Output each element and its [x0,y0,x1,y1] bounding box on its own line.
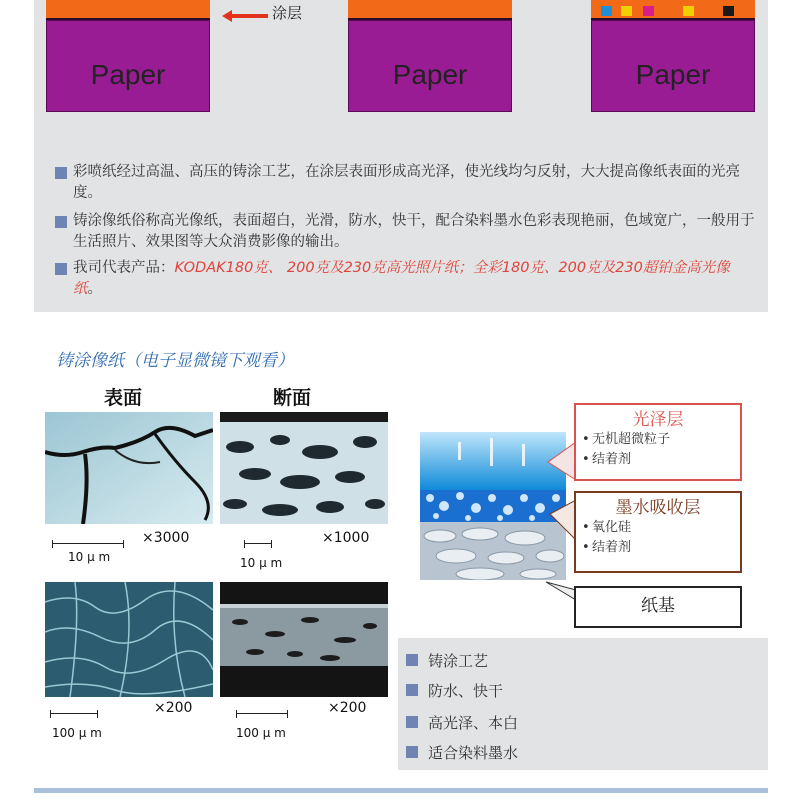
feature-item: 适合染料墨水 [406,742,518,763]
coating-layer [46,0,210,20]
bullet-square-icon [406,716,418,728]
ink-dot [621,6,632,16]
micrograph-section-200 [220,582,388,697]
column-header-section: 断面 [273,387,312,409]
ink-layer-item: • 氧化硅 [576,518,740,538]
scale-bar [244,540,272,548]
magnification-label: ×1000 [322,530,370,546]
callout-gloss-layer [574,403,742,481]
paper-label: Paper [392,59,468,90]
products-list: KODAK180克、 200克及230克高光照片纸；全彩180克、200克及230超铂金高光像纸 [73,260,730,297]
ink-layer-title: 墨水吸收层 [615,498,701,518]
base-layer-title: 纸基 [641,596,675,616]
paper-base [348,20,512,112]
micrograph-section-1000 [220,412,388,524]
coating-label: 涂层 [272,4,303,22]
paper-diagram-plain [46,0,210,112]
products-prefix: 我司代表产品： [73,260,175,276]
magnification-label: ×200 [328,700,367,716]
feature-item: 高光泽、本白 [406,712,518,733]
microscope-title: 铸涂像纸（电子显微镜下观看） [56,351,294,371]
gloss-layer-item: • 无机超微粒子 [576,430,740,450]
ink-dot [723,6,734,16]
magnification-label: ×3000 [142,530,190,546]
callout-base-layer [574,586,742,628]
scale-bar [52,540,124,548]
feature-item: 防水、快干 [406,680,503,701]
paper-diagram-coated [348,0,512,112]
bullet-item: 彩喷纸经过高温、高压的铸涂工艺，在涂层表面形成高光泽，使光线均匀反射，大大提高像纸表面的光亮度。 [55,162,755,204]
scale-label: 10 μ m [68,550,111,564]
ink-dot [643,6,654,16]
paper-diagram-printed [591,0,755,112]
feature-panel [398,638,768,770]
scale-label: 10 μ m [240,556,283,570]
ink-dot [601,6,612,16]
bullet-square-icon [406,654,418,666]
micrograph-surface-200 [45,582,213,697]
coating-layer [348,0,512,20]
scale-label: 100 μ m [236,726,286,740]
bottom-divider [34,788,768,793]
arrow-left-icon [222,10,268,22]
bullet-item: 我司代表产品：KODAK180克、 200克及230克高光照片纸；全彩180克、200克及230超铂金高光像纸。 [55,258,755,300]
gloss-layer-item: • 结着剂 [576,450,740,470]
paper-base [46,20,210,112]
bullet-square-icon [406,684,418,696]
feature-item: 铸涂工艺 [406,650,488,671]
scale-bar [50,710,98,718]
bullet-square-icon [55,263,67,275]
scale-label: 100 μ m [52,726,102,740]
paper-label: Paper [90,59,166,90]
bullet-square-icon [406,746,418,758]
paper-base [591,20,755,112]
callout-ink-layer [574,491,742,573]
gloss-layer-title: 光泽层 [632,410,684,430]
magnification-label: ×200 [154,700,193,716]
column-header-surface: 表面 [104,387,143,409]
bullet-square-icon [55,216,67,228]
bullet-item: 铸涂像纸俗称高光像纸，表面超白，光滑，防水，快干，配合染料墨水色彩表现艳丽，色域宽广，一般用于生活照片、效果图等大众消费影像的输出。 [55,211,755,253]
ink-layer-item: • 结着剂 [576,538,740,558]
micrograph-surface-3000 [45,412,213,524]
coating-layer [591,0,755,20]
paper-label: Paper [635,59,711,90]
scale-bar [236,710,288,718]
ink-dot [683,6,694,16]
bullet-square-icon [55,167,67,179]
